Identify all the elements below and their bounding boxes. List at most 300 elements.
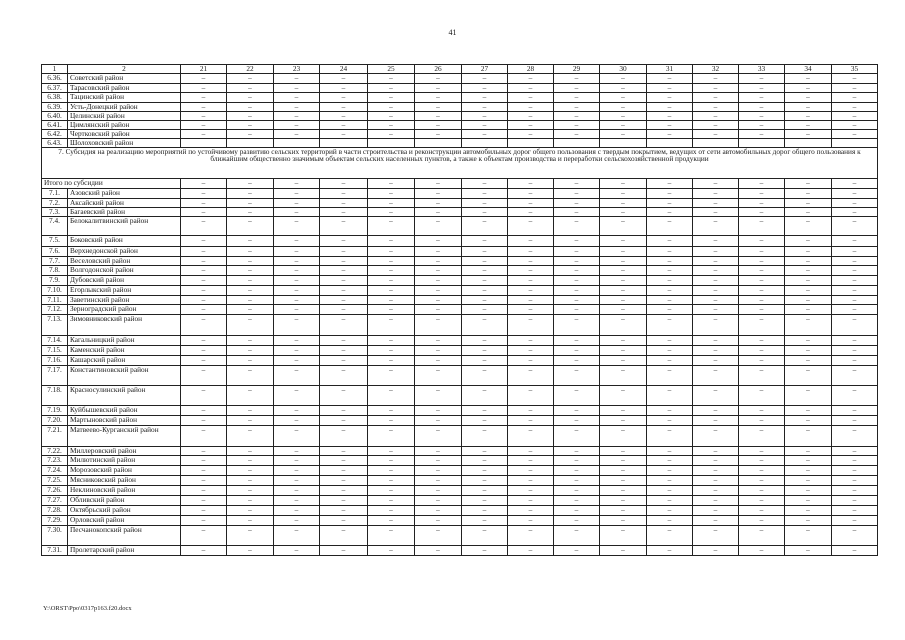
value-cell: – xyxy=(415,305,462,315)
value-cell: – xyxy=(274,476,320,486)
row-number: 6.39. xyxy=(42,103,68,112)
value-cell: – xyxy=(508,247,554,257)
value-cell: – xyxy=(647,179,693,189)
value-cell: – xyxy=(832,406,878,416)
value-cell: – xyxy=(320,546,368,556)
value-cell xyxy=(693,139,739,148)
value-cell: – xyxy=(227,366,274,386)
value-cell: – xyxy=(647,112,693,121)
value-cell: – xyxy=(274,456,320,466)
value-cell: – xyxy=(647,276,693,286)
value-cell: – xyxy=(508,130,554,139)
value-cell: – xyxy=(368,466,415,476)
value-cell: – xyxy=(227,315,274,336)
table-row xyxy=(42,130,878,139)
value-cell: – xyxy=(832,236,878,247)
value-cell: – xyxy=(415,296,462,305)
district-name: Песчанокопский район xyxy=(68,526,181,546)
table-header-row xyxy=(42,65,878,74)
value-cell: – xyxy=(462,466,508,476)
value-cell: – xyxy=(274,406,320,416)
district-name: Веселовский район xyxy=(68,257,181,266)
value-cell: – xyxy=(785,356,832,366)
value-cell: – xyxy=(600,476,647,486)
value-cell: – xyxy=(693,447,739,456)
district-name: Неклиновский район xyxy=(68,486,181,496)
value-cell: – xyxy=(462,286,508,296)
value-cell: – xyxy=(320,208,368,217)
value-cell: – xyxy=(415,336,462,346)
value-cell: – xyxy=(181,296,227,305)
value-cell: – xyxy=(320,406,368,416)
value-cell: – xyxy=(462,426,508,447)
value-cell: – xyxy=(508,366,554,386)
value-cell: – xyxy=(227,356,274,366)
value-cell: – xyxy=(274,426,320,447)
row-number: 7.18. xyxy=(42,386,68,406)
value-cell: – xyxy=(508,486,554,496)
column-header: 1 xyxy=(42,65,68,74)
value-cell: – xyxy=(462,516,508,526)
table-row xyxy=(42,506,878,516)
value-cell: – xyxy=(368,276,415,286)
district-name: Орловский район xyxy=(68,516,181,526)
district-name: Кашарский район xyxy=(68,356,181,366)
value-cell: – xyxy=(181,466,227,476)
value-cell: – xyxy=(227,305,274,315)
value-cell: – xyxy=(832,486,878,496)
value-cell: – xyxy=(647,189,693,199)
table-row xyxy=(42,336,878,346)
table-row xyxy=(42,356,878,366)
value-cell: – xyxy=(415,447,462,456)
value-cell: – xyxy=(462,103,508,112)
value-cell: – xyxy=(785,447,832,456)
value-cell: – xyxy=(415,189,462,199)
value-cell: – xyxy=(785,406,832,416)
value-cell: – xyxy=(320,506,368,516)
value-cell: – xyxy=(739,416,785,426)
value-cell: – xyxy=(368,386,415,406)
value-cell: – xyxy=(320,476,368,486)
value-cell: – xyxy=(368,305,415,315)
district-name: Волгодонской район xyxy=(68,266,181,276)
value-cell: – xyxy=(368,296,415,305)
value-cell: – xyxy=(832,130,878,139)
table-row xyxy=(42,426,878,447)
value-cell: – xyxy=(368,546,415,556)
value-cell: – xyxy=(785,466,832,476)
value-cell: – xyxy=(647,356,693,366)
value-cell: – xyxy=(274,305,320,315)
value-cell: – xyxy=(320,179,368,189)
value-cell: – xyxy=(320,266,368,276)
value-cell: – xyxy=(227,416,274,426)
value-cell: – xyxy=(554,179,600,189)
column-header: 32 xyxy=(693,65,739,74)
district-name: Зерноградский район xyxy=(68,305,181,315)
value-cell: – xyxy=(462,266,508,276)
value-cell: – xyxy=(274,74,320,84)
value-cell: – xyxy=(181,199,227,208)
value-cell: – xyxy=(368,266,415,276)
table-row xyxy=(42,276,878,286)
value-cell: – xyxy=(320,366,368,386)
value-cell: – xyxy=(508,456,554,466)
value-cell: – xyxy=(739,526,785,546)
district-name: Шолоховский район xyxy=(68,139,181,148)
value-cell: – xyxy=(181,93,227,103)
value-cell: – xyxy=(368,496,415,506)
row-number: 7.10. xyxy=(42,286,68,296)
value-cell: – xyxy=(832,466,878,476)
table-row xyxy=(42,266,878,276)
value-cell: – xyxy=(274,416,320,426)
value-cell: – xyxy=(739,476,785,486)
value-cell: – xyxy=(647,416,693,426)
row-number: 7.19. xyxy=(42,406,68,416)
district-name: Дубовский район xyxy=(68,276,181,286)
value-cell: – xyxy=(508,406,554,416)
value-cell: – xyxy=(415,74,462,84)
value-cell: – xyxy=(274,93,320,103)
value-cell: – xyxy=(647,406,693,416)
value-cell: – xyxy=(227,112,274,121)
value-cell: – xyxy=(693,179,739,189)
value-cell: – xyxy=(415,286,462,296)
value-cell: – xyxy=(832,346,878,356)
value-cell: – xyxy=(227,386,274,406)
table-row xyxy=(42,121,878,130)
value-cell: – xyxy=(785,93,832,103)
value-cell: – xyxy=(693,416,739,426)
value-cell: – xyxy=(368,286,415,296)
value-cell: – xyxy=(181,103,227,112)
value-cell: – xyxy=(600,496,647,506)
value-cell: – xyxy=(415,466,462,476)
value-cell: – xyxy=(647,84,693,93)
value-cell: – xyxy=(600,189,647,199)
value-cell: – xyxy=(274,199,320,208)
district-name: Пролетарский район xyxy=(68,546,181,556)
value-cell: – xyxy=(462,130,508,139)
value-cell: – xyxy=(181,447,227,456)
value-cell: – xyxy=(554,247,600,257)
row-number: 7.28. xyxy=(42,506,68,516)
value-cell: – xyxy=(415,276,462,286)
value-cell: – xyxy=(785,296,832,305)
district-name: Мясниковский район xyxy=(68,476,181,486)
value-cell: – xyxy=(785,112,832,121)
value-cell: – xyxy=(785,130,832,139)
value-cell: – xyxy=(508,346,554,356)
value-cell: – xyxy=(320,247,368,257)
value-cell: – xyxy=(274,276,320,286)
value-cell: – xyxy=(785,103,832,112)
value-cell: – xyxy=(181,386,227,406)
column-header: 24 xyxy=(320,65,368,74)
value-cell: – xyxy=(647,74,693,84)
row-number: 7.27. xyxy=(42,496,68,506)
value-cell: – xyxy=(554,416,600,426)
value-cell: – xyxy=(647,456,693,466)
column-header: 23 xyxy=(274,65,320,74)
value-cell: – xyxy=(415,346,462,356)
value-cell: – xyxy=(739,112,785,121)
district-name: Усть-Донецкий район xyxy=(68,103,181,112)
value-cell: – xyxy=(181,208,227,217)
value-cell: – xyxy=(832,286,878,296)
value-cell: – xyxy=(320,336,368,346)
value-cell: – xyxy=(554,456,600,466)
column-header: 2 xyxy=(68,65,181,74)
value-cell: – xyxy=(227,199,274,208)
value-cell: – xyxy=(462,74,508,84)
value-cell: – xyxy=(739,103,785,112)
value-cell: – xyxy=(600,103,647,112)
value-cell: – xyxy=(693,476,739,486)
value-cell: – xyxy=(320,286,368,296)
value-cell xyxy=(368,139,415,148)
value-cell: – xyxy=(693,93,739,103)
value-cell: – xyxy=(181,546,227,556)
value-cell: – xyxy=(554,447,600,456)
value-cell: – xyxy=(415,416,462,426)
value-cell xyxy=(647,139,693,148)
value-cell: – xyxy=(647,296,693,305)
value-cell: – xyxy=(739,356,785,366)
value-cell: – xyxy=(368,257,415,266)
district-name: Целинский район xyxy=(68,112,181,121)
value-cell: – xyxy=(368,103,415,112)
value-cell: – xyxy=(462,121,508,130)
value-cell: – xyxy=(227,74,274,84)
value-cell: – xyxy=(415,199,462,208)
value-cell: – xyxy=(368,356,415,366)
district-name: Тарасовский район xyxy=(68,84,181,93)
value-cell: – xyxy=(739,199,785,208)
value-cell: – xyxy=(274,236,320,247)
value-cell: – xyxy=(181,416,227,426)
value-cell: – xyxy=(368,315,415,336)
value-cell: – xyxy=(320,257,368,266)
value-cell: – xyxy=(462,315,508,336)
value-cell: – xyxy=(693,346,739,356)
value-cell: – xyxy=(508,276,554,286)
value-cell: – xyxy=(274,257,320,266)
value-cell: – xyxy=(832,336,878,346)
value-cell: – xyxy=(415,506,462,516)
value-cell: – xyxy=(274,103,320,112)
value-cell: – xyxy=(227,346,274,356)
value-cell: – xyxy=(693,247,739,257)
value-cell: – xyxy=(647,476,693,486)
value-cell: – xyxy=(832,546,878,556)
value-cell: – xyxy=(508,447,554,456)
value-cell xyxy=(320,139,368,148)
value-cell xyxy=(832,139,878,148)
value-cell: – xyxy=(739,247,785,257)
value-cell: – xyxy=(739,426,785,447)
value-cell: – xyxy=(508,305,554,315)
value-cell: – xyxy=(554,286,600,296)
value-cell: – xyxy=(832,84,878,93)
value-cell: – xyxy=(785,386,832,406)
district-name: Кагальницкий район xyxy=(68,336,181,346)
district-name: Егорлыкский район xyxy=(68,286,181,296)
value-cell: – xyxy=(832,74,878,84)
row-number: 6.36. xyxy=(42,74,68,84)
value-cell: – xyxy=(320,84,368,93)
value-cell: – xyxy=(227,296,274,305)
column-header: 30 xyxy=(600,65,647,74)
value-cell: – xyxy=(693,236,739,247)
value-cell: – xyxy=(600,406,647,416)
value-cell: – xyxy=(693,130,739,139)
value-cell: – xyxy=(600,217,647,236)
value-cell: – xyxy=(554,266,600,276)
value-cell: – xyxy=(600,305,647,315)
value-cell: – xyxy=(368,456,415,466)
value-cell: – xyxy=(462,247,508,257)
value-cell: – xyxy=(832,199,878,208)
value-cell: – xyxy=(600,266,647,276)
value-cell: – xyxy=(181,305,227,315)
value-cell: – xyxy=(693,466,739,476)
value-cell: – xyxy=(274,336,320,346)
value-cell: – xyxy=(647,93,693,103)
value-cell: – xyxy=(554,236,600,247)
value-cell: – xyxy=(785,189,832,199)
value-cell: – xyxy=(462,346,508,356)
value-cell: – xyxy=(832,305,878,315)
page-number: 41 xyxy=(448,28,457,37)
value-cell: – xyxy=(462,236,508,247)
column-header: 34 xyxy=(785,65,832,74)
value-cell: – xyxy=(368,476,415,486)
value-cell: – xyxy=(600,93,647,103)
value-cell: – xyxy=(227,103,274,112)
value-cell: – xyxy=(181,426,227,447)
value-cell: – xyxy=(832,103,878,112)
value-cell: – xyxy=(274,386,320,406)
value-cell: – xyxy=(647,447,693,456)
value-cell: – xyxy=(739,447,785,456)
row-number: 6.43. xyxy=(42,139,68,148)
value-cell xyxy=(181,139,227,148)
value-cell: – xyxy=(368,486,415,496)
table-row xyxy=(42,103,878,112)
value-cell: – xyxy=(508,112,554,121)
value-cell: – xyxy=(508,516,554,526)
value-cell: – xyxy=(320,496,368,506)
value-cell: – xyxy=(227,217,274,236)
value-cell: – xyxy=(181,217,227,236)
district-name: Морозовский район xyxy=(68,466,181,476)
column-header: 29 xyxy=(554,65,600,74)
row-number: 7.7. xyxy=(42,257,68,266)
value-cell: – xyxy=(508,217,554,236)
value-cell: – xyxy=(368,84,415,93)
table-row xyxy=(42,217,878,236)
value-cell: – xyxy=(415,266,462,276)
district-name: Мартыновский район xyxy=(68,416,181,426)
value-cell: – xyxy=(693,103,739,112)
district-name: Красносулинский район xyxy=(68,386,181,406)
value-cell: – xyxy=(554,516,600,526)
value-cell: – xyxy=(274,526,320,546)
value-cell: – xyxy=(462,416,508,426)
value-cell: – xyxy=(832,426,878,447)
table-row xyxy=(42,486,878,496)
value-cell: – xyxy=(785,486,832,496)
column-header: 22 xyxy=(227,65,274,74)
table-row xyxy=(42,447,878,456)
value-cell xyxy=(508,139,554,148)
value-cell: – xyxy=(600,84,647,93)
row-number: 7.26. xyxy=(42,486,68,496)
value-cell: – xyxy=(785,121,832,130)
value-cell: – xyxy=(832,247,878,257)
value-cell: – xyxy=(181,346,227,356)
value-cell: – xyxy=(554,406,600,416)
value-cell: – xyxy=(415,179,462,189)
value-cell: – xyxy=(415,356,462,366)
value-cell: – xyxy=(415,208,462,217)
value-cell: – xyxy=(227,208,274,217)
value-cell: – xyxy=(274,189,320,199)
value-cell: – xyxy=(832,266,878,276)
row-number: 7.8. xyxy=(42,266,68,276)
table-row xyxy=(42,516,878,526)
column-header: 21 xyxy=(181,65,227,74)
value-cell: – xyxy=(647,516,693,526)
value-cell: – xyxy=(785,426,832,447)
value-cell: – xyxy=(647,486,693,496)
value-cell: – xyxy=(832,447,878,456)
value-cell: – xyxy=(368,526,415,546)
value-cell: – xyxy=(600,486,647,496)
value-cell: – xyxy=(693,276,739,286)
row-number: 7.30. xyxy=(42,526,68,546)
value-cell: – xyxy=(274,366,320,386)
value-cell: – xyxy=(227,546,274,556)
value-cell: – xyxy=(832,315,878,336)
value-cell: – xyxy=(227,257,274,266)
value-cell: – xyxy=(647,236,693,247)
value-cell: – xyxy=(274,496,320,506)
row-number: 6.38. xyxy=(42,93,68,103)
value-cell: – xyxy=(508,526,554,546)
value-cell: – xyxy=(227,266,274,276)
value-cell: – xyxy=(227,406,274,416)
value-cell: – xyxy=(554,74,600,84)
row-number: 7.11. xyxy=(42,296,68,305)
value-cell: – xyxy=(320,346,368,356)
value-cell: – xyxy=(227,189,274,199)
value-cell: – xyxy=(462,336,508,346)
value-cell: – xyxy=(181,476,227,486)
value-cell: – xyxy=(832,356,878,366)
value-cell: – xyxy=(832,93,878,103)
value-cell: – xyxy=(693,286,739,296)
value-cell: – xyxy=(739,276,785,286)
value-cell: – xyxy=(181,112,227,121)
value-cell: – xyxy=(368,179,415,189)
value-cell: – xyxy=(320,121,368,130)
value-cell: – xyxy=(508,386,554,406)
district-name: Чертковский район xyxy=(68,130,181,139)
